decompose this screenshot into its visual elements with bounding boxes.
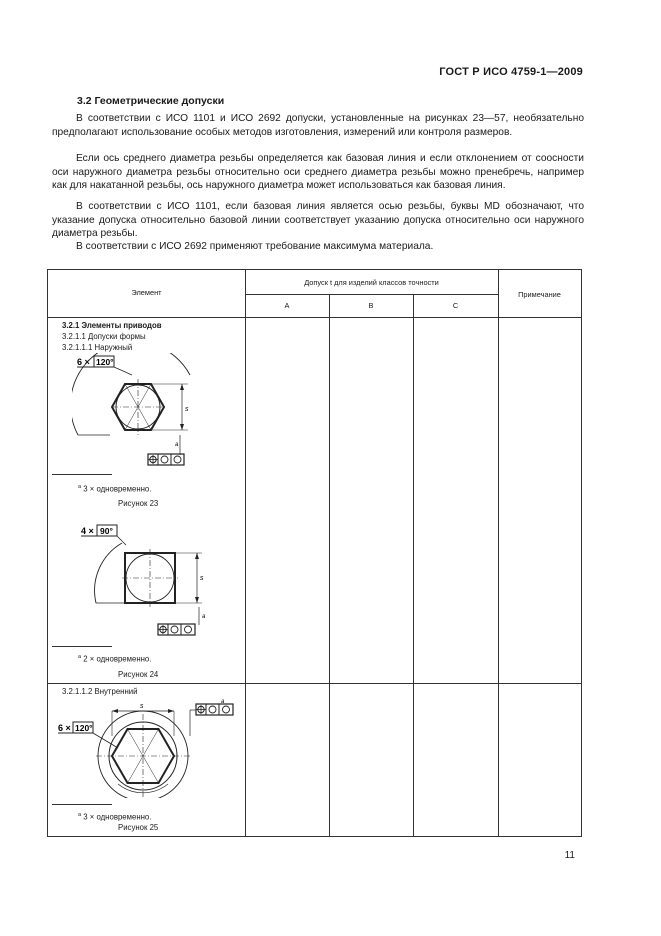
figure-24-footnote-ref: a [202, 614, 206, 620]
figure-24-frame-label: 4 × [81, 526, 94, 536]
row-heading: 3.2.1 Элементы приводов [62, 321, 162, 330]
header-class-a: A [284, 301, 290, 310]
figure-23-caption: Рисунок 23 [118, 499, 159, 508]
table-divider [48, 317, 581, 318]
footnote-rule [52, 474, 112, 475]
table-divider [245, 294, 498, 295]
figure-24-caption: Рисунок 24 [118, 670, 159, 679]
tolerance-table [47, 269, 582, 837]
row-subheading: 3.2.1.1.2 Внутренний [62, 687, 138, 696]
figure-23-footnote: $^a$ 3 × одновременно. [78, 484, 152, 494]
paragraph-2: Если ось среднего диаметра резьбы определяется как базовая линия и если отклонением от соосности оси наружного диаметра резьбы относительно оси среднего диаметра резьбы можно пренебречь, например как для накатанной резьбы, ось наружного диаметра может использоваться как базовая линия. [52, 153, 584, 191]
table-divider [245, 270, 246, 836]
figure-24-drawing [78, 523, 228, 639]
header-class-c: C [452, 301, 459, 310]
figure-23-dimension-label: s [185, 406, 189, 413]
paragraph-3: В соответствии с ИСО 1101, если базовая линия является осью резьбы, буквы MD обозначают, что указание допуска относительно базовой линии соответствует указанию допуска относительно оси наружного диаметра резьбы. [52, 201, 584, 239]
table-divider [329, 294, 330, 836]
table-divider [498, 270, 499, 836]
row-subheading: 3.2.1.1 Допуски формы [62, 332, 146, 341]
figure-25-frame-label: 6 × [58, 723, 71, 733]
header-element: Элемент [131, 288, 162, 297]
header-class-b: B [368, 301, 374, 310]
figure-24-angle-label: 90° [100, 526, 113, 536]
figure-25-caption: Рисунок 25 [118, 823, 159, 832]
table-divider [48, 683, 581, 684]
page-number: 11 [564, 850, 575, 861]
figure-25-dimension-label: s [140, 703, 144, 710]
figure-24-footnote: $^a$ 2 × одновременно. [78, 654, 152, 664]
header-tolerance: Допуск t для изделий классов точности [304, 278, 439, 287]
footnote-rule [52, 646, 112, 647]
figure-23-angle-label: 120° [96, 357, 114, 367]
document-code: ГОСТ Р ИСО 4759-1—2009 [439, 66, 583, 78]
figure-25-footnote-ref: a [221, 699, 225, 705]
paragraph-1: В соответствии с ИСО 1101 и ИСО 2692 допуски, установленные на рисунках 23—57, необязательно предполагают использование особых методов изготовления, измерений или контроля размеров. [52, 113, 584, 138]
figure-23-drawing [72, 353, 222, 471]
table-divider [413, 294, 414, 836]
footnote-rule [52, 804, 112, 805]
header-note: Примечание [518, 290, 561, 299]
figure-25-footnote: $^a$ 3 × одновременно. [78, 812, 152, 822]
row-subheading: 3.2.1.1.1 Наружный [62, 343, 133, 352]
figure-25-angle-label: 120° [75, 723, 93, 733]
paragraph-4: В соответствии с ИСО 2692 применяют требование максимума материала. [76, 241, 434, 252]
section-title: 3.2 Геометрические допуски [77, 95, 225, 107]
figure-24-dimension-label: s [200, 575, 204, 582]
figure-23-frame-label: 6 × [77, 357, 90, 367]
figure-25-drawing [56, 696, 236, 798]
figure-23-footnote-ref: a [175, 442, 179, 448]
